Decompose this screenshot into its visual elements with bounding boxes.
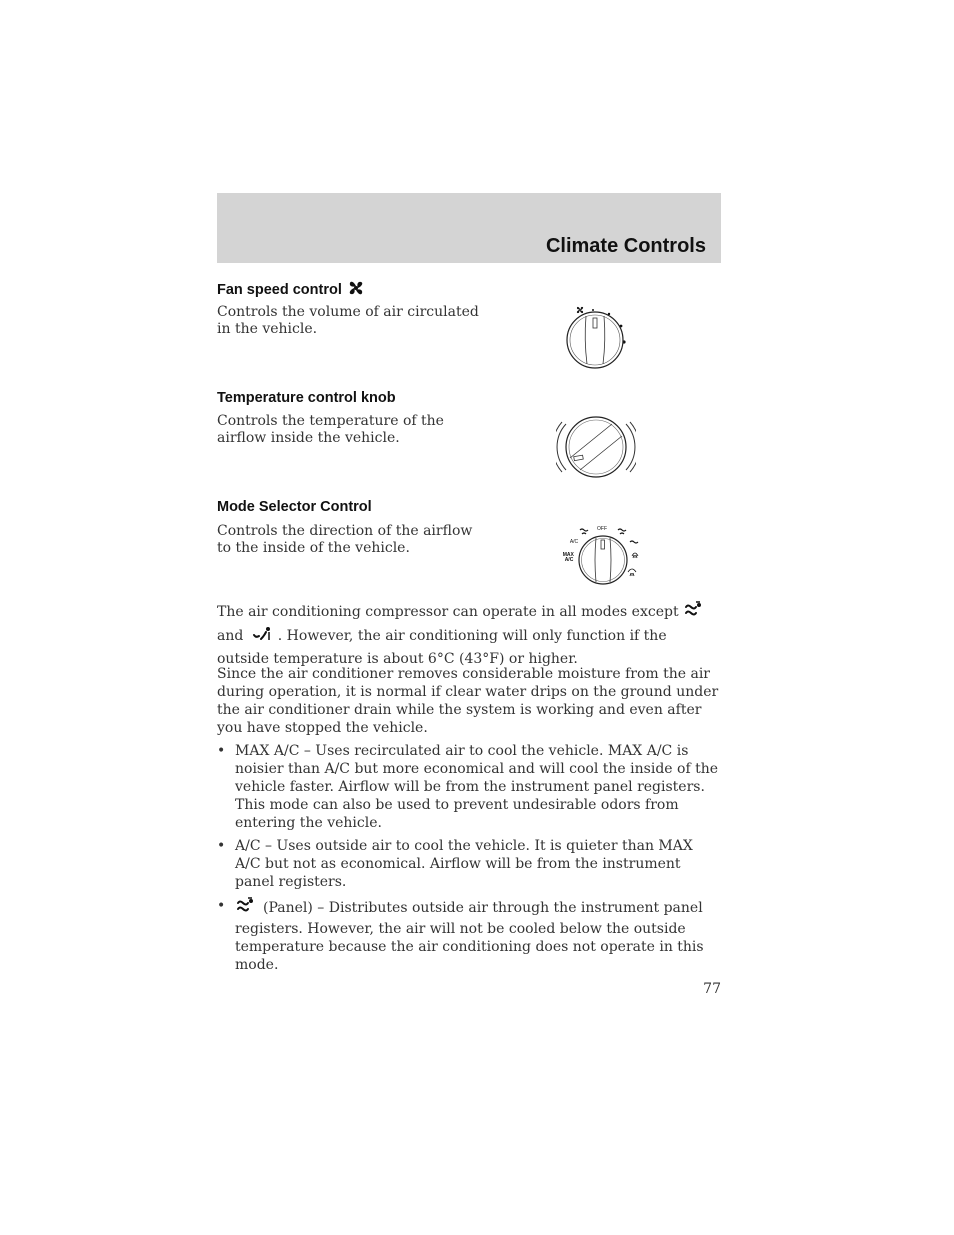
bullet-marker: • xyxy=(217,743,226,759)
mode-label-max-sub: A/C xyxy=(564,557,574,563)
bullet-ac xyxy=(217,837,721,891)
fan-speed-heading-text: Fan speed control xyxy=(217,282,342,298)
bullet-panel xyxy=(217,897,721,974)
fan-speed-knob-figure[interactable] xyxy=(560,302,632,376)
fan-speed-description: Controls the volume of air circulated in the vehicle. xyxy=(217,304,479,337)
bullet-panel-text: (Panel) – Distributes outside air through the instrument panel registers. However, the air will not be cooled below the outside temperature because the air conditioning does not operate in this mode. xyxy=(235,900,704,973)
mode-label-max: MAX xyxy=(562,552,574,558)
bullet-panel-body xyxy=(235,897,721,974)
mode-selector-knob-figure[interactable] xyxy=(560,522,644,590)
mode-label-ac: A/C xyxy=(569,539,579,545)
bullet-ac-text: A/C – Uses outside air to cool the vehicle. It is quieter than MAX A/C but not as economical. Airflow will be from the instrument panel registers. xyxy=(235,838,693,890)
page-number: 77 xyxy=(703,981,721,997)
page-title: Climate Controls xyxy=(545,235,706,257)
bullet-marker: • xyxy=(217,838,226,854)
compressor-text-b: and xyxy=(217,628,244,644)
fan-icon xyxy=(346,278,366,302)
compressor-text-a: The air conditioning compressor can operate in all modes except xyxy=(217,604,679,620)
defrost-icon xyxy=(632,553,638,558)
mode-label-max-ac xyxy=(563,552,576,563)
temperature-knob-figure[interactable] xyxy=(556,412,636,486)
bullet-max-ac-text: MAX A/C – Uses recirculated air to cool the vehicle. MAX A/C is noisier than A/C but more economical and will cool the inside of the vehicle faster. Airflow will be from the instrument panel registers. This mode can also be used to prevent undesirable odors from entering the vehicle. xyxy=(235,743,718,831)
fan-speed-heading xyxy=(217,278,366,302)
panel-vent-icon xyxy=(683,601,703,625)
mode-selector-description: Controls the direction of the airflow to the inside of the vehicle. xyxy=(217,523,473,556)
mode-selector-heading: Mode Selector Control xyxy=(217,499,372,515)
bullet-max-ac xyxy=(217,742,721,832)
bullet-marker: • xyxy=(217,898,226,914)
moisture-paragraph: Since the air conditioner removes considerable moisture from the air during operation, it is normal if clear water drips on the ground under the air conditioner drain while the system is working and even after you have stopped the vehicle. xyxy=(217,666,719,736)
compressor-paragraph xyxy=(217,601,721,669)
mode-label-off: OFF xyxy=(597,526,607,532)
compressor-text-c: . However, the air conditioning will only function if the outside temperature is about 6°C (43°F) or higher. xyxy=(217,628,667,667)
temperature-description: Controls the temperature of the airflow inside the vehicle. xyxy=(217,413,444,446)
header-band xyxy=(217,193,721,263)
defrost-floor-icon xyxy=(628,569,636,576)
temperature-heading: Temperature control knob xyxy=(217,390,396,406)
panel-vent-icon xyxy=(235,897,255,920)
floor-vent-icon xyxy=(252,625,274,649)
